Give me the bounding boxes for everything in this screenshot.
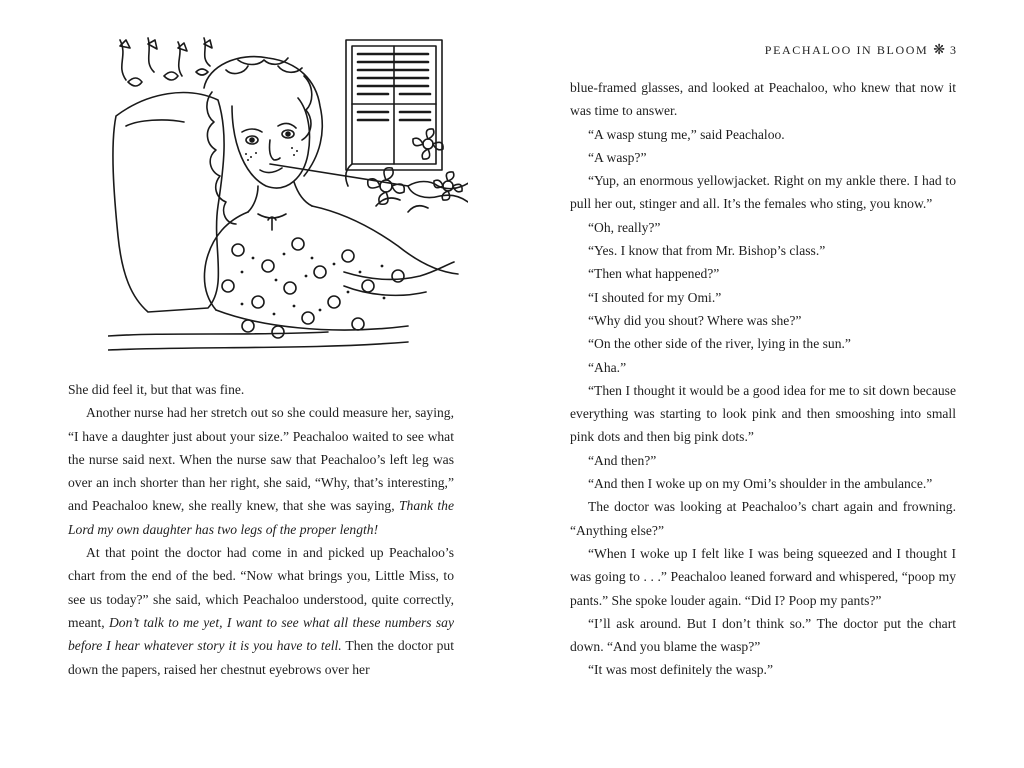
paragraph-text: At that point the doctor had come in and picked up Peachaloo’s chart from the end of the bed. “Now what brings you, Little Miss, to see us today?” she said, which Peachaloo understood, quite correctly, meant, — [68, 545, 454, 630]
paragraph: “And then?” — [588, 452, 657, 468]
running-head-title: PEACHALOO IN BLOOM — [764, 43, 929, 57]
paragraph-text: She did feel it, but that was fine. — [68, 382, 245, 397]
paragraph: “When I woke up I felt like I was being squeezed and I thought I was going to . . .” Peachaloo leaned forward and whispered, “poop my pants.” She spoke louder again. “Did I? Poop my pants?” — [570, 545, 956, 608]
girl-in-hospital-bed-illustration — [108, 36, 468, 354]
paragraph-text: Then the doctor put down the papers, raised her chestnut eyebrows over her — [68, 638, 454, 677]
paragraph: “Why did you shout? Where was she?” — [588, 312, 802, 328]
paragraph: “Oh, really?” — [588, 219, 661, 235]
page-number: 3 — [950, 43, 956, 57]
paragraph: “A wasp stung me,” said Peachaloo. — [588, 126, 785, 142]
italic-text: Thank the Lord my own daughter has two legs of the proper length! — [68, 498, 454, 537]
paragraph: “A wasp?” — [588, 149, 647, 165]
asterisk-icon: ❋ — [933, 43, 945, 58]
paragraph — [68, 401, 454, 541]
paragraph: “Then what happened?” — [588, 266, 720, 282]
paragraph: “I shouted for my Omi.” — [588, 289, 722, 305]
paragraph: “I’ll ask around. But I don’t think so.” The doctor put the chart down. “And you blame the wasp?” — [570, 615, 956, 655]
italic-text: Don’t talk to me yet, I want to see what all these numbers say before I hear whatever story it is you have to tell. — [68, 614, 455, 654]
paragraph-text: Another nurse had her stretch out so she could measure her, saying, “I have a daughter just about your size.” Peachaloo waited to see what the nurse said next. When the nurse saw that Peachaloo’s left leg was over an inch shorter than her right, she said, “Why, that’s interesting,” and Peachaloo knew, she really knew, that she was saying, — [68, 405, 454, 514]
paragraph — [68, 541, 454, 681]
paragraph: The doctor was looking at Peachaloo’s chart again and frowning. “Anything else?” — [570, 499, 956, 538]
paragraph: “Then I thought it would be a good idea for me to sit down because everything was starting to look pink and then smooshing into small pink dots and then big pink dots.” — [570, 382, 956, 445]
running-head — [570, 42, 956, 59]
paragraph: “Yup, an enormous yellowjacket. Right on my ankle there. I had to pull her out, stinger and all. It’s the females who sting, you know.” — [570, 173, 956, 212]
illustration — [108, 36, 468, 354]
paragraph: “On the other side of the river, lying in the sun.” — [588, 336, 851, 352]
left-page-text — [68, 378, 454, 681]
paragraph: blue-framed glasses, and looked at Peachaloo, who knew that now it was time to answer. — [570, 80, 956, 119]
right-page-text — [570, 76, 956, 682]
paragraph: “It was most definitely the wasp.” — [588, 662, 773, 678]
paragraph: “And then I woke up on my Omi’s shoulder in the ambulance.” — [588, 476, 933, 492]
paragraph: “Yes. I know that from Mr. Bishop’s class.” — [588, 243, 826, 259]
paragraph: “Aha.” — [588, 359, 627, 375]
paragraph — [68, 378, 454, 401]
